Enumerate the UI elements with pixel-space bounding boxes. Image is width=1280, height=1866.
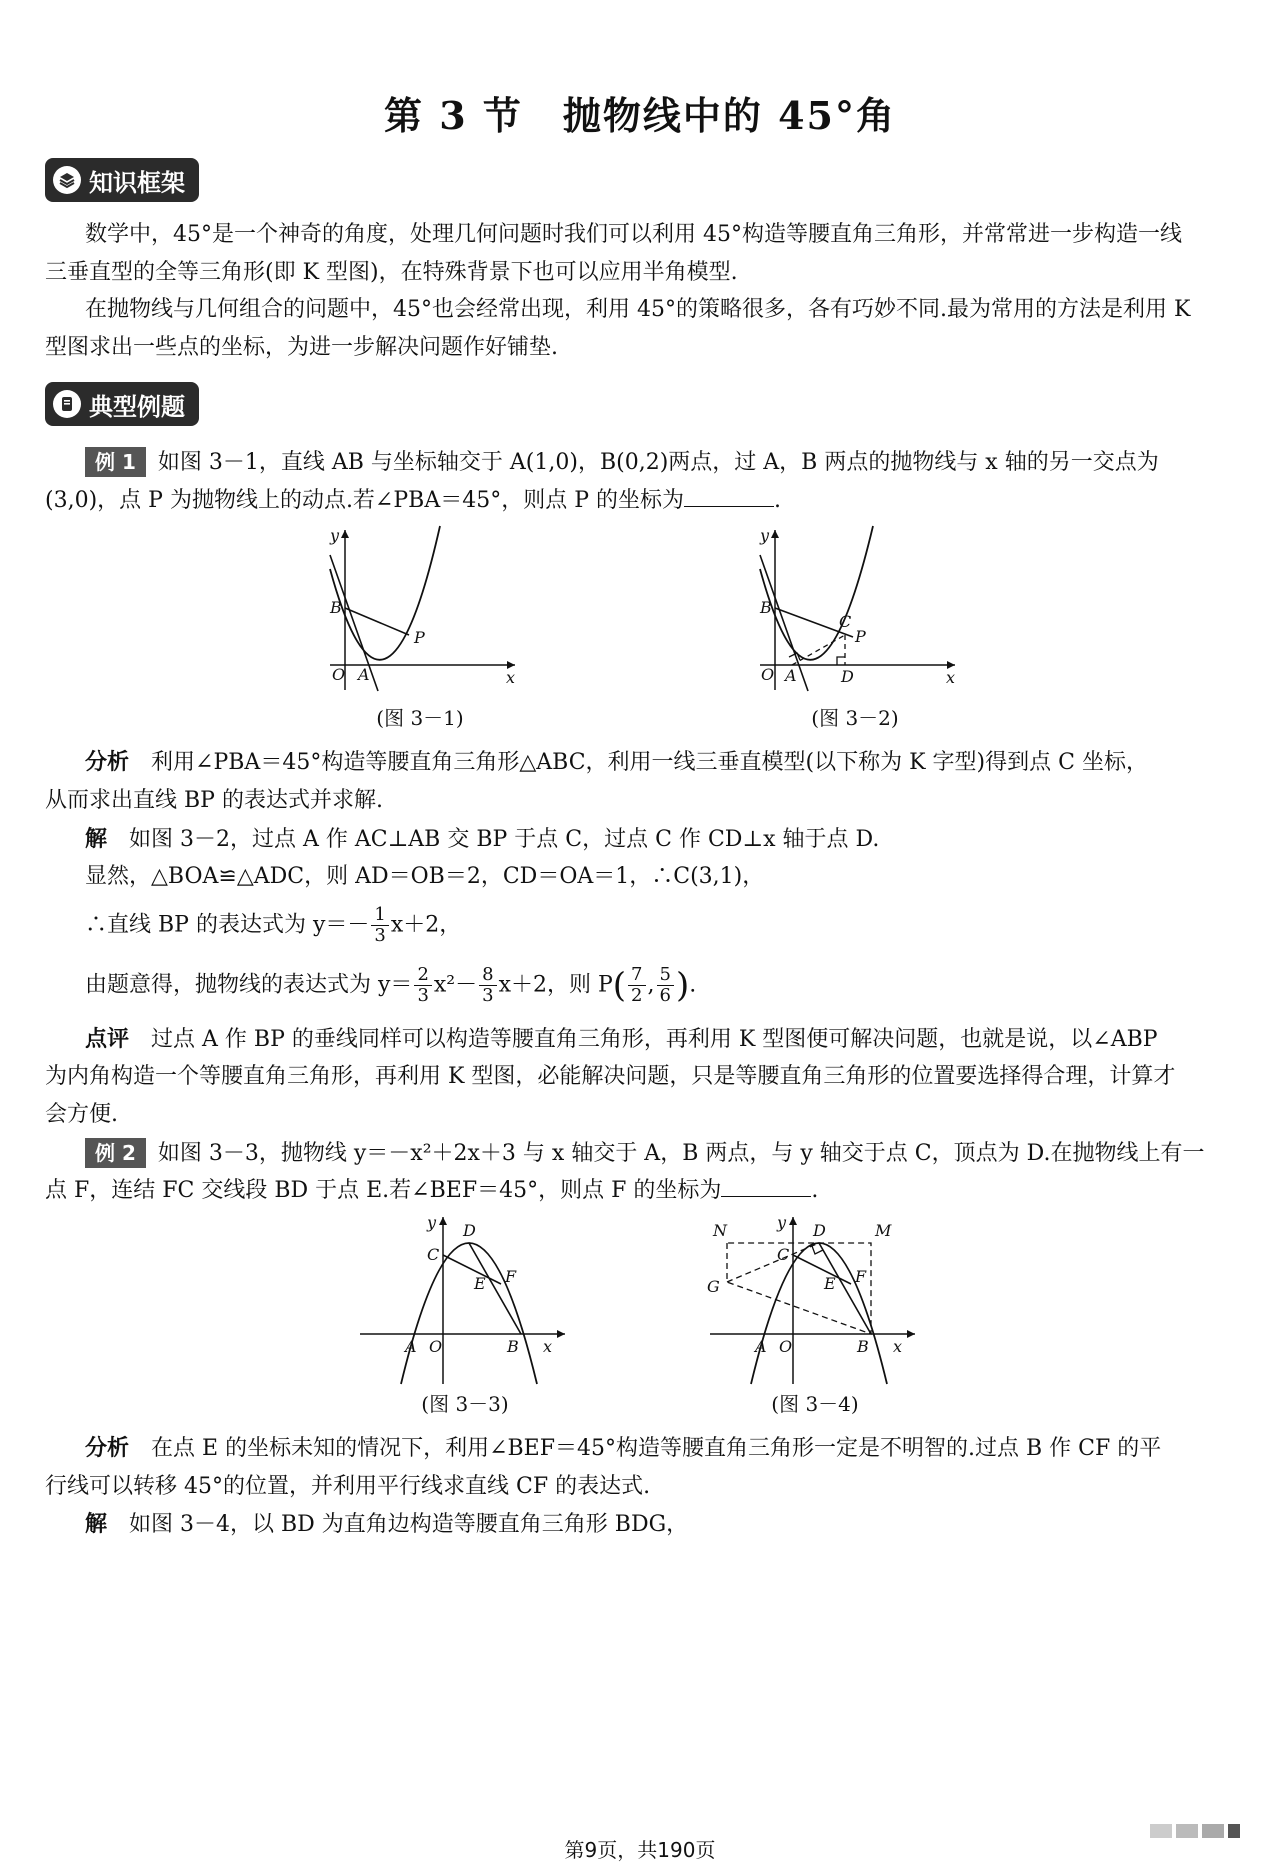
label-B: B — [507, 1337, 519, 1356]
analysis-text-1: 在点 E 的坐标未知的情况下，利用∠BEF＝45°构造等腰直角三角形一定是不明智的.过点 B 作 CF 的平 — [151, 1436, 1162, 1461]
parabola — [401, 1243, 537, 1384]
label-y: y — [427, 1213, 437, 1232]
sol4-pre: 由题意得，抛物线的表达式为 y＝ — [85, 972, 413, 998]
ex1-solution-line-2: 显然，△BOA≌△ADC，则 AD＝OB＝2，CD＝OA＝1，∴C(3,1)， — [85, 864, 765, 889]
y-axis-arrow — [341, 530, 349, 538]
label-C: C — [427, 1245, 440, 1264]
solution-text-1: 如图 3－2，过点 A 作 AC⊥AB 交 BP 于点 C，过点 C 作 CD⊥x 轴于点 D. — [129, 827, 880, 852]
ex2-analysis-line-1 — [85, 1434, 1161, 1464]
label-N: N — [713, 1221, 727, 1240]
label-B: B — [330, 598, 342, 617]
ex1-analysis-line-2: 从而求出直线 BP 的表达式并求解. — [45, 788, 383, 813]
solution-label: 解 — [85, 1512, 108, 1537]
layers-icon — [53, 166, 81, 194]
ex1-text-2: (3,0)，点 P 为抛物线上的动点.若∠PBA＝45°，则点 P 的坐标为 — [45, 488, 685, 513]
solution-text-1: 如图 3－4，以 BD 为直角边构造等腰直角三角形 BDG， — [129, 1512, 689, 1537]
analysis-label: 分析 — [85, 750, 130, 775]
ex2-text-1: 如图 3－3，抛物线 y＝－x²＋2x＋3 与 x 轴交于 A，B 两点，与 y 轴交于点 C，顶点为 D.在抛物线上有一 — [157, 1141, 1205, 1166]
section-title-examples: 典型例题 — [89, 392, 185, 421]
label-O: O — [761, 665, 775, 684]
figure-3-3 — [355, 1212, 570, 1387]
label-E: E — [474, 1274, 486, 1293]
segment-BP — [345, 608, 409, 635]
figure-3-3-caption: (图 3－3) — [421, 1392, 509, 1416]
fraction-1-3: $\frac{1}{3}$ — [371, 905, 388, 946]
label-A: A — [405, 1337, 417, 1356]
figure-3-1-caption: (图 3－1) — [376, 706, 464, 730]
x-axis-arrow — [907, 1330, 915, 1338]
figure-3-2-caption: (图 3－2) — [811, 706, 899, 730]
x-axis-arrow — [557, 1330, 565, 1338]
fraction-7-2: $\frac{7}{2}$ — [628, 965, 645, 1006]
ex2-solution-line-1 — [85, 1510, 688, 1540]
y-axis-arrow — [771, 530, 779, 538]
fraction-5-6: $\frac{5}{6}$ — [657, 965, 674, 1006]
ex1-solution-line-4: 由题意得，抛物线的表达式为 y＝ $\frac{2}{3}$ x²－ $\frac{8}{3}$ x＋2，则 P( $\frac{7}{2}$ , $\frac{5}{6}$ ). — [85, 964, 697, 1006]
label-C: C — [839, 612, 852, 631]
framework-para-2a: 在抛物线与几何组合的问题中，45°也会经常出现，利用 45°的策略很多，各有巧妙不同.最为常用的方法是利用 K — [85, 297, 1191, 322]
label-E: E — [824, 1274, 836, 1293]
ex1-text-1: 如图 3－1，直线 AB 与坐标轴交于 A(1,0)，B(0,2)两点，过 A，B 两点的抛物线与 x 轴的另一交点为 — [157, 450, 1159, 475]
label-y: y — [330, 526, 340, 545]
answer-blank[interactable] — [721, 1176, 811, 1197]
label-A: A — [785, 666, 797, 685]
label-A: A — [755, 1337, 767, 1356]
label-y: y — [777, 1213, 787, 1232]
analysis-text-1: 利用∠PBA＝45°构造等腰直角三角形△ABC，利用一线三垂直模型(以下称为 K 字型)得到点 C 坐标， — [151, 750, 1148, 775]
comment-text-1: 过点 A 作 BP 的垂线同样可以构造等腰直角三角形，再利用 K 型图便可解决问题，也就是说，以∠ABP — [151, 1027, 1158, 1052]
ex1-line-1 — [85, 447, 1159, 478]
framework-para-1b: 三垂直型的全等三角形(即 K 型图)，在特殊背景下也可以应用半角模型. — [45, 260, 738, 285]
ex1-solution-line-1 — [85, 825, 879, 855]
label-O: O — [779, 1337, 793, 1356]
fraction-8-3: $\frac{8}{3}$ — [479, 965, 496, 1006]
ex2-label: 例 2 — [85, 1138, 146, 1168]
section-badge-examples — [45, 382, 199, 426]
label-O: O — [429, 1337, 443, 1356]
label-A: A — [358, 665, 370, 684]
figure-3-4-caption: (图 3－4) — [771, 1392, 859, 1416]
fraction-2-3: $\frac{2}{3}$ — [414, 965, 431, 1006]
note-icon — [53, 390, 81, 418]
label-B: B — [857, 1337, 869, 1356]
label-C: C — [777, 1245, 790, 1264]
label-x: x — [893, 1337, 903, 1356]
framework-para-2b: 型图求出一些点的坐标，为进一步解决问题作好铺垫. — [45, 335, 558, 360]
ex1-line-2: (3,0)，点 P 为抛物线上的动点.若∠PBA＝45°，则点 P 的坐标为 . — [45, 488, 782, 513]
comment-label: 点评 — [85, 1027, 130, 1052]
label-D: D — [841, 667, 854, 686]
ex2-line-2: 点 F，连结 FC 交线段 BD 于点 E.若∠BEF＝45°，则点 F 的坐标为 . — [45, 1178, 819, 1203]
label-P: P — [414, 628, 425, 647]
label-D: D — [813, 1221, 826, 1240]
section-badge-framework — [45, 158, 199, 202]
parabola — [751, 1243, 887, 1384]
label-P: P — [855, 627, 866, 646]
solution-label: 解 — [85, 827, 108, 852]
right-angle-mark-D — [837, 657, 845, 665]
label-x: x — [506, 668, 516, 687]
ex1-label: 例 1 — [85, 447, 146, 477]
sol3-post: x＋2， — [390, 912, 462, 938]
label-D: D — [463, 1221, 476, 1240]
ex1-comment-line-2: 为内角构造一个等腰直角三角形，再利用 K 型图，必能解决问题，只是等腰直角三角形的位置要选择得合理，计算才 — [45, 1064, 1176, 1089]
label-x: x — [946, 668, 956, 687]
page-footer: 第9页，共190页 — [564, 1838, 716, 1862]
figure-3-4 — [705, 1212, 920, 1387]
ex1-comment-line-3: 会方便. — [45, 1102, 118, 1127]
ex1-analysis-line-1 — [85, 748, 1148, 778]
figure-3-1 — [320, 525, 520, 700]
label-M: M — [875, 1221, 892, 1240]
label-F: F — [855, 1267, 867, 1286]
sol4-mid: x²－ — [433, 972, 478, 998]
y-axis-arrow — [439, 1217, 447, 1225]
section-title-framework: 知识框架 — [89, 168, 185, 197]
sol3-pre: ∴直线 BP 的表达式为 y＝－ — [85, 912, 370, 938]
answer-blank[interactable] — [684, 486, 774, 507]
ex1-comment-line-1 — [85, 1025, 1158, 1055]
label-B: B — [760, 598, 772, 617]
y-axis-arrow — [789, 1217, 797, 1225]
label-G: G — [707, 1277, 720, 1296]
label-F: F — [505, 1267, 517, 1286]
label-O: O — [332, 665, 346, 684]
figure-3-2 — [755, 525, 965, 700]
rectangle-NGBM-dashed — [727, 1243, 871, 1334]
ex2-analysis-line-2: 行线可以转移 45°的位置，并利用平行线求直线 CF 的表达式. — [45, 1474, 651, 1499]
label-x: x — [543, 1337, 553, 1356]
framework-para-1a: 数学中，45°是一个神奇的角度，处理几何问题时我们可以利用 45°构造等腰直角三角形，并常常进一步构造一线 — [85, 222, 1182, 247]
analysis-label: 分析 — [85, 1436, 130, 1461]
label-y: y — [760, 526, 770, 545]
ex2-text-2: 点 F，连结 FC 交线段 BD 于点 E.若∠BEF＝45°，则点 F 的坐标为 — [45, 1178, 722, 1203]
ex1-solution-line-3 — [85, 905, 461, 946]
sol4-post: x＋2，则 P — [498, 972, 613, 998]
segment-GD-dashed — [727, 1243, 819, 1282]
ex2-line-1 — [85, 1138, 1204, 1169]
page-title: 第 3 节 抛物线中的 45°角 — [383, 93, 896, 138]
